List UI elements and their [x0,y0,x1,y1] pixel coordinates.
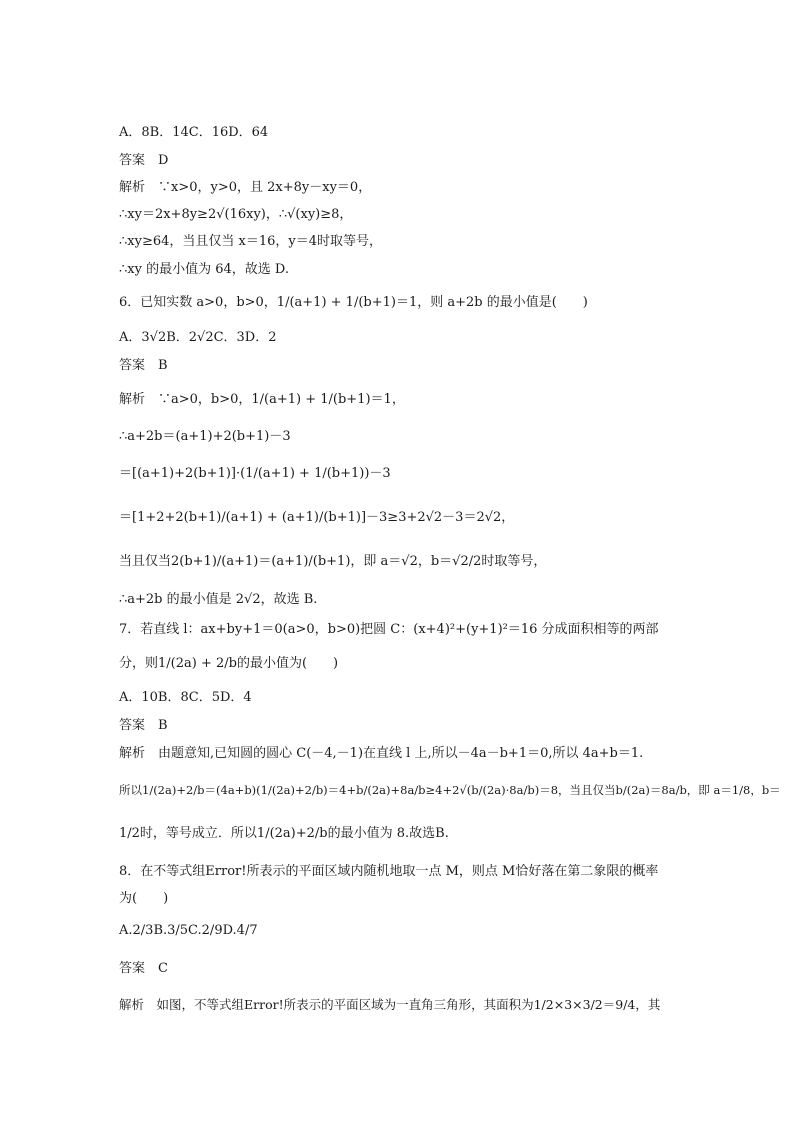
q6-solution-line-6: ∴a+2b 的最小值是 2√2，故选 B. [119,592,318,607]
q7-solution-line-3: 1/2时，等号成立．所以1/(2a)+2/b的最小值为 8.故选B. [119,826,449,841]
q6-solution-line-2: ∴a+2b＝(a+1)+2(b+1)－3 [119,429,291,444]
q7-solution-line-1: 解析 由题意知,已知圆的圆心 C(－4,－1)在直线 l 上,所以－4a－b+1＝0,所以 4a+b＝1. [119,746,644,761]
q8-solution-line-1: 解析 如图，不等式组Error!所表示的平面区域为一直角三角形，其面积为1/2×3×3/2＝9/4，其 [119,997,661,1012]
q7-options: A．10B．8C．5D．4 [119,690,252,705]
q6-options: A．3√2B．2√2C．3D．2 [119,330,277,345]
q5-solution-line-4: ∴xy 的最小值为 64，故选 D. [119,262,289,277]
q8-answer: 答案 C [119,961,168,976]
q8-stem-line-2: 为( ) [119,891,169,906]
q5-options: A．8B．14C．16D．64 [119,125,269,140]
q6-answer: 答案 B [119,358,168,373]
q7-stem-line-1: 7．若直线 l：ax+by+1＝0(a>0，b>0)把圆 C：(x+4)²+(y+1)²＝16 分成面积相等的两部 [119,622,659,637]
q6-solution-line-5: 当且仅当2(b+1)/(a+1)＝(a+1)/(b+1)，即 a＝√2，b＝√2/2时取等号， [119,554,547,569]
q6-solution-line-4: ＝[1+2+2(b+1)/(a+1) + (a+1)/(b+1)]－3≥3+2√2－3＝2√2， [119,510,515,525]
q5-solution-line-1: 解析 ∵x>0，y>0，且 2x+8y－xy＝0， [119,180,372,195]
q5-solution-line-3: ∴xy≥64，当且仅当 x＝16，y＝4时取等号， [119,234,383,249]
q7-solution-line-2: 所以1/(2a)+2/b＝(4a+b)(1/(2a)+2/b)＝4+b/(2a)+8a/b≥4+2√(b/(2a)·8a/b)＝8，当且仅当b/(2a)＝8a/b，即 a＝1/8，b＝ [119,783,781,797]
q6-solution-line-3: ＝[(a+1)+2(b+1)]·(1/(a+1) + 1/(b+1))－3 [119,466,391,481]
q5-answer: 答案 D [119,153,169,168]
q6-stem: 6．已知实数 a>0，b>0，1/(a+1) + 1/(b+1)＝1，则 a+2b 的最小值是( ) [119,295,588,310]
q5-solution-line-2: ∴xy＝2x+8y≥2√(16xy)，∴√(xy)≥8， [119,207,353,222]
q6-solution-line-1: 解析 ∵a>0，b>0，1/(a+1) + 1/(b+1)＝1， [119,392,405,407]
q8-options: A.2/3B.3/5C.2/9D.4/7 [119,923,258,938]
q7-answer: 答案 B [119,718,168,733]
q7-stem-line-2: 分，则1/(2a) + 2/b的最小值为( ) [119,656,339,671]
q8-stem-line-1: 8．在不等式组Error!所表示的平面区域内随机地取一点 M，则点 M恰好落在第二象限的概率 [119,864,659,879]
